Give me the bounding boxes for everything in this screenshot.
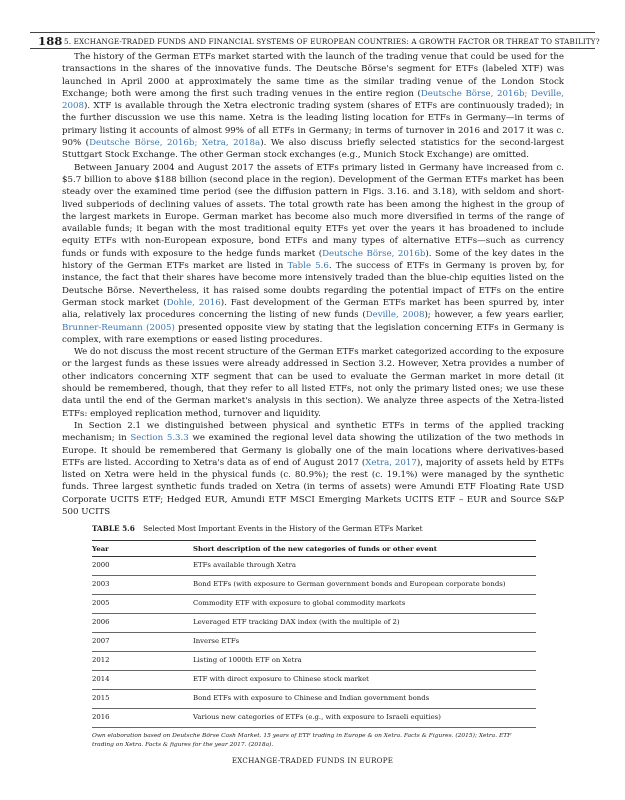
- citation-link[interactable]: Deutsche Börse, 2016b; Xetra, 2018a: [89, 138, 261, 149]
- table-caption: [92, 524, 536, 534]
- year-cell: 2007: [92, 633, 193, 652]
- text-run: presented opposite view by stating that the legislation concerning ETFs in Germany is complex, with rare exemptions or eased listing procedures.: [62, 322, 564, 345]
- citation-link[interactable]: Deville, 2008: [365, 310, 425, 321]
- text-run: Between January 2004 and August 2017 the assets of ETFs primary listed in Germany have increased from c. $5.7 billion to above $188 billion (second place in the region). Development of the German ETFs market has been steady over the examined time period (see the diffusion pattern in Figs. 3.16. and 3.18), with seldom and short-lived subperiods of declining values of assets. The total growth rate has been among the highest in the group of the largest markets in Europe. German market has become also much more diversified in terms of the range of available funds; it began with the most traditional equity ETFs yet over the years it has broadened to include equity ETFs with non-European exposure, bond ETFs and many types of alternative ETFs—such as currency funds or funds with exposure to the hedge funds market (: [62, 162, 564, 259]
- citation-link[interactable]: Xetra, 2017: [365, 457, 417, 468]
- paragraph-3: [62, 346, 564, 420]
- table-label: TABLE 5.6: [92, 524, 135, 533]
- text-run: we examined the regional level data showing the utilization of the two methods in Europe. It should be remembered that Germany is globally one of the main locations where derivatives-based ETFs are listed. According to Xetra's data as of end of August 2017 (: [62, 433, 564, 468]
- page-number: 188: [38, 34, 63, 48]
- description-cell: ETF with direct exposure to Chinese stock market: [193, 671, 536, 690]
- year-cell: 2012: [92, 652, 193, 671]
- table-row: [92, 671, 536, 690]
- running-foot: EXCHANGE-TRADED FUNDS IN EUROPE: [231, 756, 394, 765]
- description-cell: Bond ETFs (with exposure to German government bonds and European corporate bonds): [193, 576, 536, 595]
- column-header-year: Year: [92, 541, 193, 557]
- text-run: The history of the German ETFs market started with the launch of the trading venue that could be used for the transactions in the shares of the innovative funds. The Deutsche Börse's segment for ETFs (labeled XTF) was launched in April 2000 at approximately the same time as the similar trading venue of the London Stock Exchange; both were among the first such trading venues in the entire region (: [62, 52, 564, 99]
- description-cell: Listing of 1000th ETF on Xetra: [193, 652, 536, 671]
- year-cell: 2014: [92, 671, 193, 690]
- table-row: [92, 576, 536, 595]
- table-row: [92, 557, 536, 576]
- description-cell: Commodity ETF with exposure to global commodity markets: [193, 595, 536, 614]
- text-run: ), majority of assets held by ETFs listed on Xetra were held in the physical funds (c. 80.9%); the rest (c. 19.1%) were managed by the synthetic funds. Three largest synthetic funds traded on Xetra (in terms of assets) were Amundi ETF Floating Rate USD Corporate UCITS ETF; Hedged EUR, Amundi ETF MSCI Emerging Markets UCITS ETF – EUR and Source S&P 500 UCITS: [62, 457, 564, 517]
- paragraph-1: [62, 51, 564, 162]
- table-row: [92, 595, 536, 614]
- year-cell: 2015: [92, 690, 193, 709]
- table-row: [92, 690, 536, 709]
- section-reference-link[interactable]: Section 5.3.3: [130, 433, 189, 444]
- year-cell: 2016: [92, 709, 193, 728]
- description-cell: ETFs available through Xetra: [193, 557, 536, 576]
- text-run: We do not discuss the most recent structure of the German ETFs market categorized according to the exposure or the largest funds as these issues were already addressed in Section 3.2. However, Xetra provides a number of other indicators concerning XTF segment that can be used to evaluate the German market in more detail (it should be remembered, though, that they refer to all listed ETFs, not only the primary listed ones; we use these data until the end of the German market's analysis in this section). We analyze three aspects of the Xetra-listed ETFs: employed replication method, turnover and liquidity.: [62, 347, 564, 419]
- text-run: ). Fast development of the German ETFs market has been spurred by, inter alia, relatively lax procedures concerning the listing of new funds (: [62, 297, 564, 321]
- body-text: [62, 51, 564, 518]
- text-run: In Section 2.1 we distinguished between physical and synthetic ETFs in terms of the applied tracking mechanism; in: [62, 420, 564, 444]
- paragraph-2: [62, 162, 564, 346]
- description-cell: Inverse ETFs: [193, 633, 536, 652]
- paragraph-4: [62, 420, 564, 518]
- year-cell: 2006: [92, 614, 193, 633]
- table-title: Selected Most Important Events in the History of the German ETFs Market: [143, 524, 423, 533]
- source-text: Own elaboration based on Deutsche Börse Cash Market. 15 years of ETF trading in Europe & on Xetra. Facts & Figures. (2015); Xetra. ETF trading on Xetra. Facts & figures for the year 2017. (2018a).: [92, 733, 512, 748]
- table-source-note: [92, 732, 532, 749]
- text-run: . The success of ETFs in Germany is proven by, for instance, the fact that their shares have become more intensively traded than the blue-chip equities listed on the Deutsche Börse. Nevertheless, it has raised some doubts regarding the potential impact of ETFs on the entire German stock market (: [62, 261, 564, 308]
- table-row: [92, 709, 536, 728]
- header-rule-bottom: [30, 48, 595, 49]
- citation-link[interactable]: Dohle, 2016: [166, 297, 221, 308]
- table-header-row: [92, 541, 536, 557]
- text-run: ); however, a few years earlier,: [424, 310, 564, 321]
- text-run: ). Some of the key dates in the history of the German ETFs market are listed in: [62, 248, 564, 272]
- table-row: [92, 633, 536, 652]
- description-cell: Leveraged ETF tracking DAX index (with the multiple of 2): [193, 614, 536, 633]
- year-cell: 2003: [92, 576, 193, 595]
- text-run: ). XTF is available through the Xetra electronic trading system (shares of ETFs are continuously traded); in the further discussion we use this name. Xetra is the leading listing location for ETFs in Germany—in terms of primary listing it accounts of almost 99% of all ETFs in Germany; in terms of turnover in 2016 and 2017 it was c. 90% (: [62, 101, 564, 149]
- year-cell: 2005: [92, 595, 193, 614]
- citation-link[interactable]: Deutsche Börse, 2016b; Deville, 2008: [62, 88, 564, 112]
- running-head: 5. EXCHANGE-TRADED FUNDS AND FINANCIAL SYSTEMS OF EUROPEAN COUNTRIES: A GROWTH FACTOR OR THREAT TO STABILITY?: [64, 37, 600, 46]
- table-5-6: [92, 524, 536, 749]
- events-table: [92, 540, 536, 728]
- text-run: ). We also discuss briefly selected statistics for the second-largest Stuttgart Stock Exchange. The other German stock exchanges (e.g., Munich Stock Exchange) are omitted.: [62, 138, 565, 161]
- description-cell: Bond ETFs with exposure to Chinese and Indian government bonds: [193, 690, 536, 709]
- table-row: [92, 614, 536, 633]
- table-reference-link[interactable]: Table 5.6: [287, 261, 329, 272]
- description-cell: Various new categories of ETFs (e.g., with exposure to Israeli equities): [193, 709, 536, 728]
- year-cell: 2000: [92, 557, 193, 576]
- citation-link[interactable]: Brunner-Reumann (2005): [62, 322, 175, 333]
- header-rule-top: [30, 32, 595, 33]
- column-header-description: Short description of the new categories of funds or other event: [193, 541, 536, 557]
- citation-link[interactable]: Deutsche Börse, 2016b: [322, 248, 426, 259]
- table-row: [92, 652, 536, 671]
